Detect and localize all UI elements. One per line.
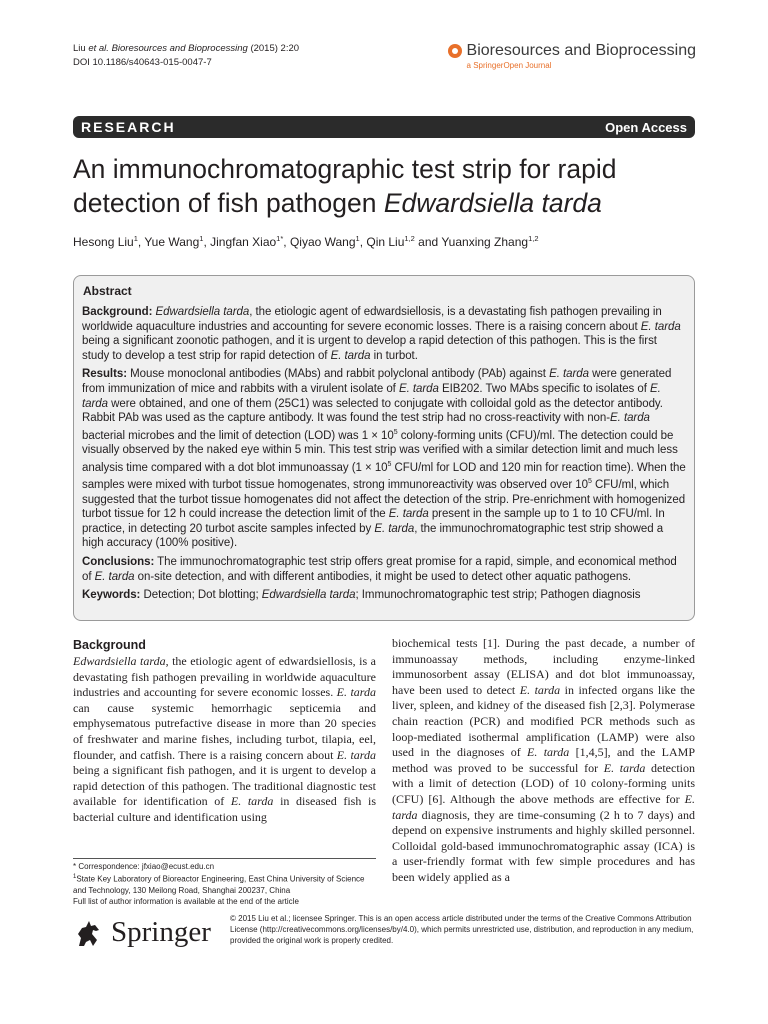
abstract-heading: Abstract [83, 284, 132, 298]
correspondence-note[interactable]: * Correspondence: jfxiao@ecust.edu.cn [73, 862, 215, 871]
superscript: 5 [387, 460, 392, 468]
body-paragraph-right [392, 636, 695, 886]
text-run: bacterial microbes and the limit of detection (LOD) was 1 × 10 [82, 429, 394, 442]
text-run: Mouse monoclonal antibodies (MAbs) and rabbit polyclonal antibody (PAb) against [126, 368, 550, 381]
author-separator: , [359, 235, 367, 249]
citation-header [73, 42, 299, 70]
author-separator: , [137, 235, 145, 249]
text-run: [1,4,5], and the LAMP method was proved to be successful for [392, 745, 696, 775]
species-name: E. tarda [94, 570, 135, 583]
text-run: EIB202. Two MAbs specific to isolates of [438, 382, 651, 395]
springer-horse-icon [73, 918, 105, 948]
affiliation-note [73, 872, 376, 896]
keywords-label: Keywords: [82, 589, 141, 602]
species-name: E. tarda [330, 349, 371, 362]
species-name: E. tarda [374, 522, 415, 535]
citation-journal: et al. Bioresources and Bioprocessing [88, 43, 248, 54]
author-affiliation-sup: 1,2 [404, 234, 415, 243]
author-affiliation-sup: 1 [133, 234, 138, 243]
species-name: E. tarda [230, 794, 274, 809]
author-affiliation-sup: 1,2 [528, 234, 539, 243]
journal-name: Bioresources and Bioprocessing [466, 42, 696, 59]
abstract-background [82, 305, 686, 363]
license-text: © 2015 Liu et al.; licensee Springer. This is an open access article distributed under the terms of the Creative Commons Attribution License (http://creativecommons.org/licenses/by/4.0), which permits unrestricted use, distribution, and reproduction in any medium, provided the original work is properly credited. [230, 914, 694, 945]
citation-line [73, 42, 299, 56]
springer-name: Springer [111, 916, 211, 948]
text-run: The immunochromatographic test strip offers great promise for a rapid, simple, and economical method of [82, 555, 677, 583]
article-type-label: RESEARCH [81, 119, 176, 135]
text-run: can cause systemic hemorrhagic septicemia and emphysematous putrefactive disease in more than 20 species of freshwater and marine fishes, including turbot, tilapia, eel, flounder, and catfish. There is a raising concern about [73, 700, 376, 762]
author-info-note: Full list of author information is available at the end of the article [73, 896, 299, 906]
journal-subtitle: a SpringerOpen Journal [466, 61, 552, 70]
conclusions-text [82, 556, 677, 583]
text-run: , the immunochromatographic test strip showed a high accuracy (100% positive). [82, 522, 664, 550]
text-run: in turbot. [370, 349, 418, 362]
author-separator: , [283, 235, 290, 249]
affiliation-sup: 1 [73, 874, 77, 880]
author-separator: and [414, 235, 442, 249]
species-name: E. tarda [549, 368, 589, 381]
text-run: being a significant fish pathogen, and it is urgent to develop a rapid detection of this pathogen. The traditional diagnostic test available for identification of [73, 763, 376, 809]
author-name[interactable]: Hesong Liu [73, 235, 134, 249]
text-run: CFU/ml, which suggested that the turbot tissue homogenates did not affect the detection of the strip. Pre-enrichment with homogenized turbot tissue for 12 h could increase the detection limit of the [82, 479, 686, 521]
open-access-label: Open Access [605, 119, 687, 135]
text-run: colony-forming units (CFU)/ml. The detection could be visually observed by the naked eye within 5 min. This test strip was verified with a similar detection limit and much less analysis time compared with a dot blot immunoassay (1 × 10 [82, 429, 678, 474]
body-column-left [73, 636, 376, 826]
author-name[interactable]: Qin Liu [366, 235, 405, 249]
author-name[interactable]: Jingfan Xiao [210, 235, 277, 249]
text-run: , the etiologic agent of edwardsiellosis, is a devastating fish pathogen prevailing in worldwide aquaculture industries and accounting for severe economic losses. There is a raising concern about [82, 306, 662, 333]
text-run: in diseased fish is bacterial culture and identification using [73, 794, 377, 824]
superscript: 5 [393, 428, 398, 436]
article-title [73, 152, 713, 220]
author-name[interactable]: Yuanxing Zhang [441, 235, 529, 249]
species-name: E. tarda [640, 320, 681, 333]
bioresources-logo-icon [448, 44, 462, 58]
species-name: E. tarda [603, 760, 646, 775]
author-name[interactable]: Qiyao Wang [289, 235, 356, 249]
results-text [82, 368, 686, 549]
keywords-text [140, 589, 640, 601]
text-run: Detection; Dot blotting; [140, 589, 262, 602]
species-name: E. tarda [82, 382, 661, 410]
body-column-right [392, 636, 695, 886]
background-text [82, 306, 681, 362]
text-run: CFU/ml for LOD and 120 min for reaction time). When the samples were mixed with turbot tissue homogenates, strong immunoreactivity was observed over 10 [82, 461, 686, 492]
author-affiliation-sup: 1* [276, 234, 284, 243]
text-run: being a significant zoonotic pathogen, and it is urgent to develop a rapid detection of this pathogen. This is the first study to develop a test strip for rapid detection of [82, 335, 657, 362]
citation-authors: Liu [73, 43, 89, 54]
author-affiliation-sup: 1 [355, 234, 360, 243]
citation-volume: (2015) 2:20 [247, 43, 300, 54]
text-run: ; Immunochromatographic test strip; Pathogen diagnosis [355, 589, 641, 602]
footnotes [73, 858, 376, 907]
text-run: in infected organs like the liver, spleen, and kidney of the diseased fish [2,3]. Polymerase chain reaction (PCR) and modified PCR methods such as loop-mediated isothermal amplification (LAMP) were also used in the diagnoses of [392, 682, 696, 760]
results-label: Results: [82, 368, 127, 381]
background-label: Background: [82, 306, 153, 318]
author-name[interactable]: Yue Wang [144, 235, 200, 249]
conclusions-label: Conclusions: [82, 555, 155, 568]
species-name: E. tarda [336, 685, 376, 700]
article-type-banner [73, 116, 695, 138]
species-name: Edwardsiella tarda [155, 306, 250, 318]
species-name: E. tarda [336, 747, 377, 762]
text-run: were obtained, and one of them (25C1) was selected to conjugate with colloidal gold as the detector antibody. Rabbit PAb was used as the capture antibody. It was found the test strip had no cross-reactivity with non- [82, 397, 663, 425]
abstract-results [82, 367, 686, 551]
title-plain: An immunochromatographic test strip for rapid detection of fish pathogen [73, 154, 617, 218]
text-run: biochemical tests [1]. During the past decade, a number of immunoassay methods, including enzyme-linked immunosorbent assay (ELISA) and dot blot immunoassay, have been used to detect [392, 636, 695, 697]
text-run: were generated from immunization of mice and rabbits with a virulent isolate of [82, 368, 672, 395]
section-heading-background: Background [73, 638, 146, 652]
author-separator: , [203, 235, 211, 249]
species-name: E. tarda [388, 508, 429, 521]
species-name: E. tarda [527, 745, 570, 760]
abstract-keywords [82, 588, 686, 603]
species-name: Edwardsiella tarda [261, 589, 356, 602]
abstract-box [73, 275, 695, 621]
author-list [73, 234, 539, 249]
superscript: 5 [587, 478, 592, 486]
text-run: detection with a limit of detection (LOD) of 10 colony-forming units (CFU) [6]. Although the above methods are effective for [392, 760, 695, 806]
text-run: diagnosis, they are time-consuming (2 h to 7 days) and depend on expensive instruments and highly skilled personnel. Colloidal gold-based immunochromatographic assay (ICA) is a user-friendly format with few simple procedures and has been widely applied as a [392, 807, 695, 884]
doi[interactable]: DOI 10.1186/s40643-015-0047-7 [73, 57, 212, 68]
author-affiliation-sup: 1 [199, 234, 204, 243]
affiliation-text: State Key Laboratory of Bioreactor Engineering, East China University of Science and Technology, 130 Meilong Road, Shanghai 200237, China [73, 874, 365, 895]
species-name: Edwardsiella tarda [73, 654, 166, 668]
species-name: E. tarda [398, 382, 439, 395]
species-name: E. tarda [610, 412, 650, 425]
journal-logo[interactable] [448, 42, 696, 70]
species-name: E. tarda [519, 682, 561, 697]
text-run: present in the sample up to 1 to 10 CFU/ml. In practice, in detecting 20 turbot ascite samples infected by [82, 508, 665, 535]
title-italic: Edwardsiella tarda [383, 188, 602, 218]
abstract-conclusions [82, 555, 686, 584]
springer-logo[interactable] [73, 916, 211, 949]
text-run: , the etiologic agent of edwardsiellosis, is a devastating fish pathogen prevailing in worldwide aquaculture industries and accounting for severe economic losses. [73, 654, 376, 700]
species-name: E. tarda [392, 791, 695, 822]
body-paragraph-left [73, 654, 376, 826]
text-run: on-site detection, and with different antibodies, it might be used to detect other aquatic pathogens. [134, 570, 632, 583]
